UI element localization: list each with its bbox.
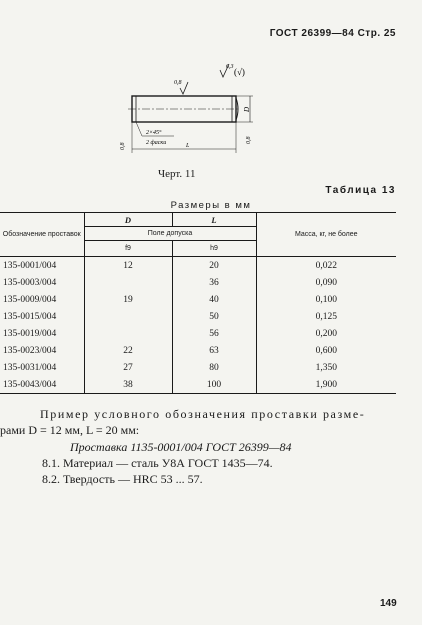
chamfer-label: 2×45° bbox=[146, 130, 162, 136]
chamfer-note-label: 2 фаски bbox=[146, 140, 167, 146]
header-tol-l: h9 bbox=[172, 241, 256, 257]
example-intro-line: Пример условного обозначения проставки разме- bbox=[40, 407, 366, 421]
table-title: Таблица 13 bbox=[325, 185, 396, 196]
figure-caption: Черт. 11 bbox=[158, 168, 196, 180]
dimensions-caption: Размеры в мм bbox=[170, 200, 252, 211]
designation-example bbox=[0, 406, 400, 487]
spacer-drawing-svg bbox=[108, 58, 278, 166]
table-row: 135-0019/004 56 0,200 bbox=[0, 325, 396, 342]
table-row: 135-0031/004 27 80 1,350 bbox=[0, 359, 396, 376]
header-d: D bbox=[84, 213, 172, 227]
table-row: 135-0003/004 36 0,090 bbox=[0, 274, 396, 291]
roughness-left-label: 0,8 bbox=[120, 142, 126, 150]
length-label: L bbox=[186, 143, 190, 149]
table-row: 135-0043/004 38 100 1,900 bbox=[0, 376, 396, 394]
material-item: 8.1. Материал — сталь У8А ГОСТ 1435—74. bbox=[42, 456, 273, 470]
technical-drawing bbox=[108, 58, 278, 166]
page-header: ГОСТ 26399—84 Стр. 25 bbox=[269, 28, 396, 39]
example-designation: Проставка 1135-0001/004 ГОСТ 26399—84 bbox=[70, 440, 292, 454]
roughness-general-label: 6,3 bbox=[226, 64, 234, 70]
roughness-right-label: 0,8 bbox=[246, 136, 252, 144]
spacer-dimensions-table bbox=[0, 212, 396, 394]
header-l: L bbox=[172, 213, 256, 227]
header-tolerance: Поле допуска bbox=[84, 227, 256, 241]
diameter-label: D bbox=[243, 106, 251, 112]
header-tol-d: f9 bbox=[84, 241, 172, 257]
header-mass: Масса, кг, не более bbox=[256, 213, 396, 257]
table-row: 135-0023/004 22 63 0,600 bbox=[0, 342, 396, 359]
roughness-top-label: 0,8 bbox=[174, 80, 182, 86]
table-row: 135-0001/004 12 20 0,022 bbox=[0, 257, 396, 275]
header-designation: Обозначение проставок bbox=[0, 213, 84, 257]
table-row: 135-0015/004 50 0,125 bbox=[0, 308, 396, 325]
roughness-general-bracket: (√) bbox=[234, 67, 245, 77]
hardness-item: 8.2. Твердость — HRC 53 ... 57. bbox=[42, 472, 203, 486]
table-row: 135-0009/004 19 40 0,100 bbox=[0, 291, 396, 308]
example-dimensions-line: рами D = 12 мм, L = 20 мм: bbox=[0, 423, 140, 437]
page-number: 149 bbox=[380, 598, 397, 609]
